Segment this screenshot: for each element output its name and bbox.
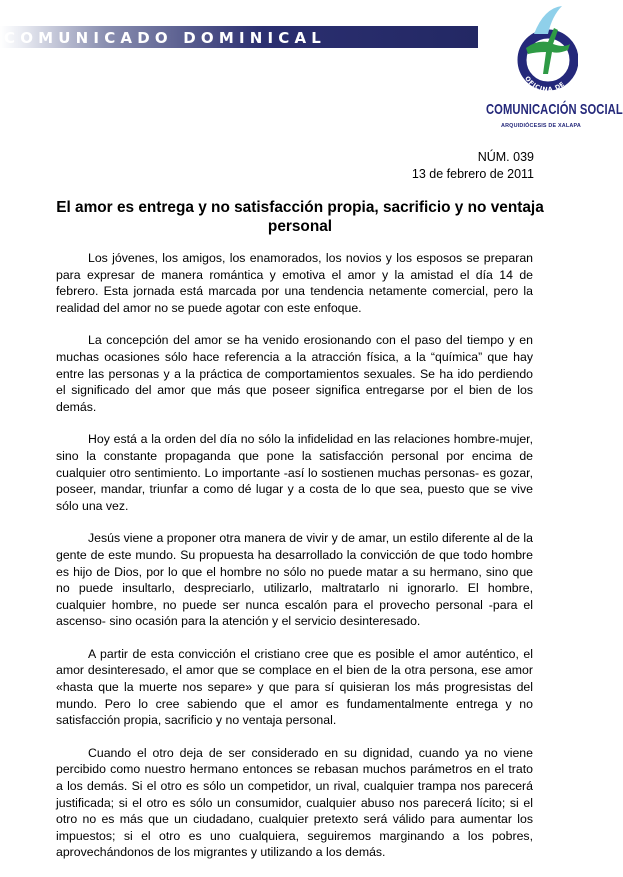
paragraph: Hoy está a la orden del día no sólo la infidelidad en las relaciones hombre-mujer, sino la constante propaganda que pone la satisfacción personal por encima de cualquier otro sentimiento. Lo importante -así lo sostienen muchas personas- es gozar, poseer, mandar, triunfar a como dé lugar y a costa de lo que sea, puesto que se vive sólo una vez.: [56, 432, 533, 513]
logo: [486, 4, 623, 134]
page-title: El amor es entrega y no satisfacción propia, sacrificio y no ventaja personal: [56, 199, 544, 235]
issue-number: NÚM. 039: [477, 150, 534, 164]
issue-meta: [412, 149, 534, 183]
paragraph: A partir de esta convicción el cristiano cree que es posible el amor auténtico, el amor desinteresado, el amor que se complace en el bien de la otra persona, ese amor «hasta que la muerte nos separe» y que para sí quisieran los más progresistas del mundo. Pero lo cree sabiendo que el amor es fundamentalmente entrega y no satisfacción propia, sacrificio y no ventaja personal.: [56, 646, 533, 728]
issue-date: 13 de febrero de 2011: [411, 167, 534, 181]
paragraph: Jesús viene a proponer otra manera de vivir y de amar, un estilo diferente al de la gente de este mundo. Su propuesta ha desarrollado la convicción de que todo hombre es hijo de Dios, por lo que el hombre no sólo no puede matar a su hermano, sino que no puede insultarlo, despreciarlo, utilizarlo, maltratarlo ni ignorarlo. El hombre, cualquier hombre, no puede ser nunca escalón para el provecho personal -para el ascenso- sino ocasión para la atención y el servicio desinteresado.: [56, 531, 533, 629]
logo-title: COMUNICACIÓN SOCIAL: [486, 101, 623, 119]
article-body: [56, 250, 533, 877]
logo-emblem-icon: [508, 4, 578, 104]
logo-subtitle: ARQUIDIÓCESIS DE XALAPA: [501, 123, 581, 129]
logo-ring-text: OFICINA DE: [523, 75, 567, 94]
paragraph: Cuando el otro deja de ser considerado en su dignidad, cuando ya no viene percibido como nuestro hermano entonces se rebasan muchos parámetros en el trato a los demás. Si el otro es sólo un competidor, un rival, cualquier trampa nos parecerá justificada; si el otro es sólo un consumidor, cualquier abuso nos parecerá lícito; si el otro no es más que un ciudadano, cualquier pretexto será válido para aumentar los impuestos; si el otro es uno cualquiera, seguiremos marginando a los pobres, aprovechándonos de los migrantes y utilizando a los demás.: [56, 745, 533, 860]
paragraph: La concepción del amor se ha venido erosionando con el paso del tiempo y en muchas ocasiones sólo hace referencia a la atracción física, a la “química” que hay entre las personas y a la práctica de comportamientos sexuales. Se ha ido perdiendo el significado del amor que más que poseer significa entregarse por el bien de los demás.: [56, 333, 533, 414]
banner-title: COMUNICADO DOMINICAL: [4, 29, 327, 47]
logo-swoosh: [534, 6, 562, 34]
paragraph: Los jóvenes, los amigos, los enamorados, los novios y los esposos se preparan para expresar de manera romántica y emotiva el amor y la amistad el día 14 de febrero. Esta jornada está marcada por una tendencia netamente comercial, pero la realidad del amor no se puede agotar con este enfoque.: [56, 251, 533, 315]
